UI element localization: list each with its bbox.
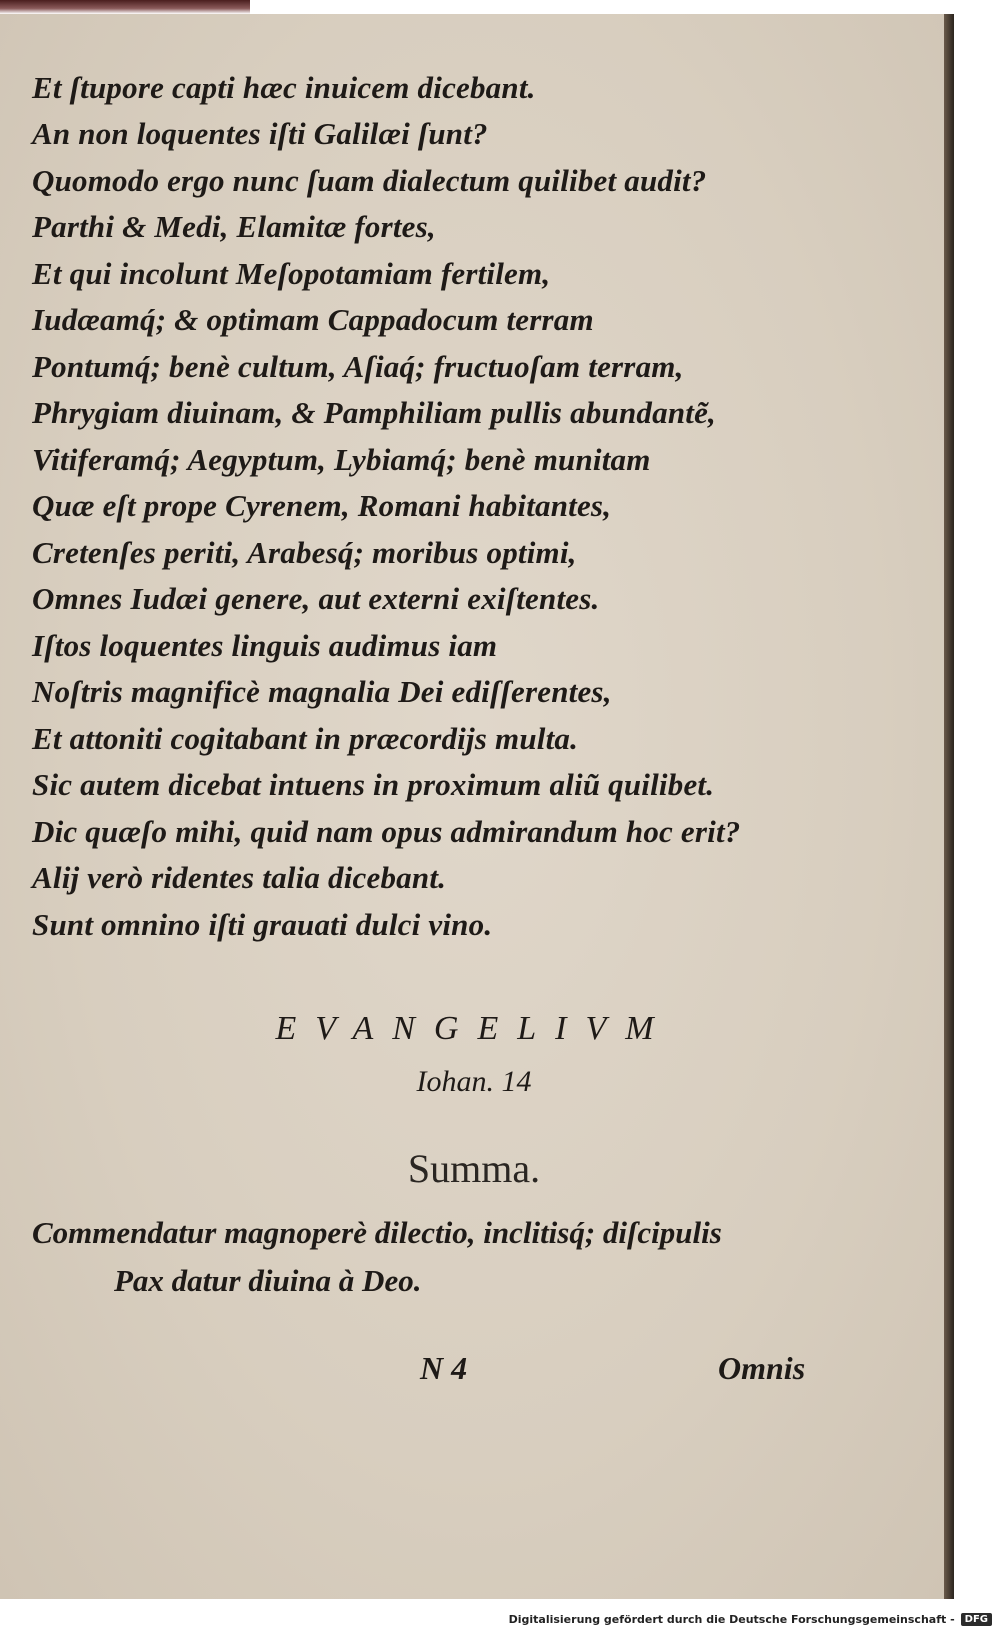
verse-line: Phrygiam diuinam, & Pamphiliam pullis abundantẽ, [32,395,716,430]
verse-line: An non loquentes iſti Galilæi ſunt? [32,116,488,151]
summa-title: Summa. [407,1146,541,1191]
footer-credit: Digitalisierung gefördert durch die Deutsche Forschungsgemeinschaft - [508,1613,955,1626]
verse-line: Pontumq́; benè cultum, Aſiaq́; fructuoſam terram, [32,349,684,384]
verse-line: Quæ eſt prope Cyrenem, Romani habitantes, [32,488,612,523]
page-edge-top [0,0,250,14]
verse-line: Sic autem dicebat intuens in proximum aliũ quilibet. [32,767,715,802]
verse-line: Parthi & Medi, Elamitæ fortes, [32,209,436,244]
verse-line: Sunt omnino iſti grauati dulci vino. [32,907,493,942]
catchword: Omnis [718,1350,806,1386]
summa-line: Commendatur magnoperè dilectio, inclitisq́; diſcipulis [32,1215,722,1250]
summa-line: Pax datur diuina à Deo. [114,1263,422,1298]
book-page [0,14,948,1599]
section-heading: EVANGELIVM [275,1010,673,1047]
dfg-logo: DFG [961,1613,992,1626]
verse-line: Iſtos loquentes linguis audimus iam [32,628,498,663]
verse-line: Noſtris magnificè magnalia Dei ediſſerentes, [32,674,612,709]
verse-line: Et qui incolunt Meſopotamiam fertilem, [32,256,551,291]
verse-line: Quomodo ergo nunc ſuam dialectum quilibet audit? [32,163,707,198]
verse-line: Iudæamq́; & optimam Cappadocum terram [32,302,594,337]
digitization-footer [509,1610,992,1629]
signature-mark: N 4 [420,1350,468,1386]
section-reference: Iohan. 14 [416,1065,532,1098]
verse-line: Et ſtupore capti hæc inuicem dicebant. [32,70,536,105]
verse-line: Cretenſes periti, Arabesq́; moribus optimi, [32,535,577,570]
page-edge-right [944,14,954,1599]
verse-line: Vitiferamq́; Aegyptum, Lybiamq́; benè munitam [32,442,651,477]
verse-line: Omnes Iudæi genere, aut externi exiſtentes. [32,581,600,616]
verse-line: Et attoniti cogitabant in præcordijs multa. [32,721,579,756]
verse-line: Alij verò ridentes talia dicebant. [32,860,447,895]
verse-line: Dic quæſo mihi, quid nam opus admirandum hoc erit? [32,814,741,849]
